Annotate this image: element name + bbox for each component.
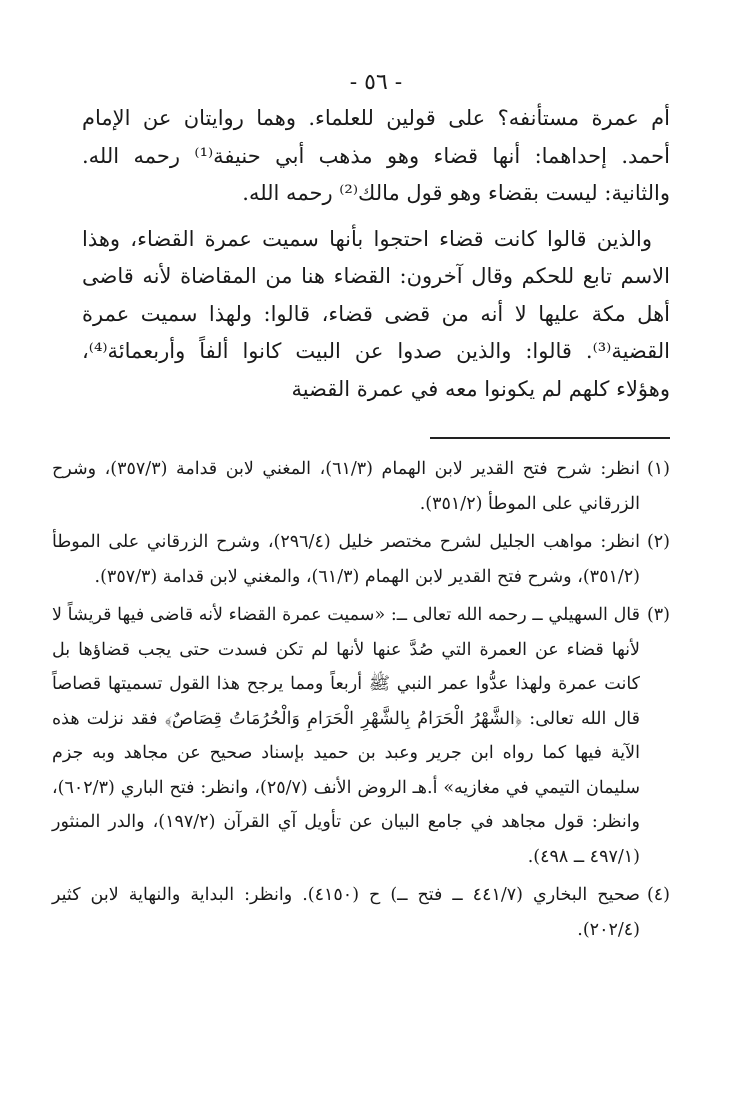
footnote-text: صحيح البخاري (٤٤١/٧ ــ فتح ــ) ح (٤١٥٠). وانظر: البداية والنهاية لابن كثير (٢٠٢/٤). bbox=[52, 885, 641, 940]
footnote-text: انظر: مواهب الجليل لشرح مختصر خليل (٢٩٦/٤)، وشرح الزرقاني على الموطأ (٣٥١/٢)، وشرح فتح القدير لابن الهمام (٦١/٣)، والمغني لابن قدامة (٣٥٧/٣). bbox=[52, 532, 640, 587]
footnote bbox=[52, 598, 670, 874]
footnote bbox=[52, 878, 670, 947]
footnote-separator bbox=[430, 437, 670, 439]
footnote-number: (٤) bbox=[646, 885, 670, 905]
footnote-number: (٣) bbox=[646, 605, 670, 625]
footnote bbox=[52, 452, 670, 521]
footnote-text: قال السهيلي ــ رحمه الله تعالى ــ: «سميت عمرة القضاء لأنه قاضى فيها قريشاً لا لأنها قضاء عن العمرة التي صُدَّ عنها لأنها لم تكن فسدت حتى يجب قضاؤها بل كانت عمرة ولهذا عدُّوا عمر النبي ﷺ أربعاً ومما يرجح هذا القول تسميتها قصاصاً قال الله تعالى: ﴿الشَّهْرُ الْحَرَامُ بِالشَّهْرِ الْحَرَامِ وَالْحُرُمَاتُ قِصَاصٌ﴾ فقد نزلت هذه الآية فيها كما رواه ابن جرير وعبد بن حميد بإسناد صحيح عن مجاهد وبه جزم سليمان التيمي في مغازيه» أ.هـ الروض الأنف (٢٥/٧)، وانظر: فتح الباري (٦٠٢/٣)، وانظر: قول مجاهد في جامع البيان عن تأويل آي القرآن (١٩٧/٢)، والدر المنثور (٤٩٧/١ ــ ٤٩٨). bbox=[52, 605, 641, 867]
footnote-text: انظر: شرح فتح القدير لابن الهمام (٦١/٣)، المغني لابن قدامة (٣٥٧/٣)، وشرح الزرقاني على الموطأ (٣٥١/٢). bbox=[52, 459, 640, 514]
main-paragraph: أم عمرة مستأنفه؟ على قولين للعلماء. وهما روايتان عن الإمام أحمد. إحداهما: أنها قضاء وهو مذهب أبي حنيفة⁽¹⁾ رحمه الله. والثانية: ليست بقضاء وهو قول مالك⁽²⁾ رحمه الله. bbox=[82, 106, 670, 205]
main-text bbox=[82, 100, 670, 408]
footnote bbox=[52, 525, 670, 594]
footnote-number: (١) bbox=[646, 459, 670, 479]
footnotes bbox=[52, 452, 670, 951]
main-paragraph: والذين قالوا كانت قضاء احتجوا بأنها سميت عمرة القضاء، وهذا الاسم تابع للحكم وقال آخرون: القضاء هنا من المقاضاة لأنه قاضى أهل مكة عليها لا أنه من قضى قضاء، قالوا: ولهذا سميت عمرة القضية⁽³⁾. قالوا: والذين صدوا عن البيت كانوا ألفاً وأربعمائة⁽⁴⁾، وهؤلاء كلهم لم يكونوا معه في عمرة القضية bbox=[82, 226, 670, 401]
page-number: - ٥٦ - bbox=[349, 70, 403, 95]
footnote-number: (٢) bbox=[646, 532, 670, 552]
